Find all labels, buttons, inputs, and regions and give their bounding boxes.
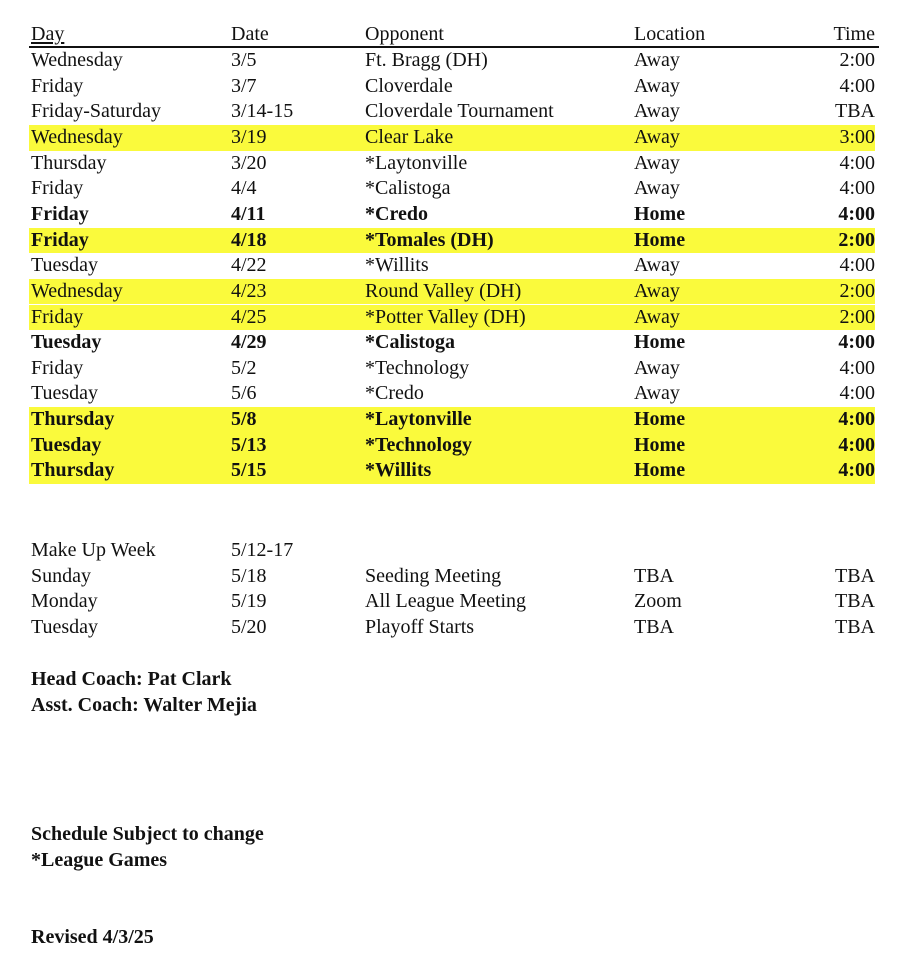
game-row	[29, 381, 875, 407]
event-row-day: Monday	[31, 590, 98, 613]
event-row-day: Tuesday	[31, 616, 99, 639]
header-time: Time	[833, 23, 875, 45]
game-row-location: Away	[634, 100, 680, 123]
game-row-date: 4/29	[231, 331, 267, 354]
game-row-date: 5/8	[231, 408, 257, 431]
game-row-location: Away	[634, 279, 680, 302]
game-row-time: 4:00	[839, 74, 875, 97]
game-row-opponent: *Laytonville	[365, 408, 472, 431]
revised-date: Revised 4/3/25	[31, 926, 154, 948]
game-row-time: TBA	[835, 100, 875, 123]
game-row-location: Away	[634, 74, 680, 97]
game-row	[29, 356, 875, 382]
game-row-time: 4:00	[838, 202, 875, 225]
event-row-opponent: All League Meeting	[365, 590, 527, 613]
game-row-date: 5/15	[231, 459, 267, 482]
game-row-time: 2:00	[839, 49, 875, 71]
event-row-location: TBA	[634, 616, 674, 639]
game-row-date: 4/23	[231, 279, 267, 302]
game-row-opponent: *Technology	[365, 356, 470, 379]
game-row-location: Home	[634, 228, 686, 251]
game-row-date: 3/14-15	[231, 100, 294, 123]
game-row-location: Away	[634, 151, 680, 174]
event-row-day: Make Up Week	[31, 539, 156, 561]
game-row-opponent: *Tomales (DH)	[365, 228, 494, 251]
game-row-day: Friday	[31, 356, 84, 379]
game-row-day: Friday	[31, 305, 84, 328]
event-row-time: TBA	[835, 616, 875, 639]
game-row-time: 4:00	[838, 459, 875, 482]
league-games-note: *League Games	[31, 849, 168, 871]
game-row	[29, 253, 875, 279]
game-row-opponent: *Calistoga	[365, 177, 451, 200]
game-row	[29, 279, 875, 305]
header-location: Location	[634, 23, 706, 45]
game-row-location: Away	[634, 254, 680, 277]
game-row-location: Away	[634, 49, 680, 71]
event-row	[29, 615, 875, 641]
game-row-opponent: *Willits	[365, 459, 432, 482]
game-row-day: Tuesday	[31, 382, 99, 405]
game-row	[29, 305, 875, 331]
event-row-date: 5/20	[231, 616, 267, 639]
game-row-date: 4/11	[231, 202, 266, 225]
game-row-day: Thursday	[31, 408, 115, 431]
game-row-time: 4:00	[839, 254, 875, 277]
game-row	[29, 407, 875, 433]
game-row-date: 4/18	[231, 228, 267, 251]
game-row-location: Away	[634, 305, 680, 328]
game-row-opponent: *Credo	[365, 382, 424, 405]
game-row-date: 5/13	[231, 433, 267, 456]
game-row-opponent: Cloverdale	[365, 74, 453, 97]
game-row	[29, 99, 875, 125]
game-row-location: Home	[634, 433, 686, 456]
game-row-location: Home	[634, 331, 686, 354]
game-row-time: 4:00	[839, 356, 875, 379]
game-row-opponent: Cloverdale Tournament	[365, 100, 554, 123]
game-row-time: 4:00	[838, 408, 875, 431]
game-row	[29, 228, 875, 254]
assistant-coach: Asst. Coach: Walter Mejia	[31, 694, 257, 716]
game-row-opponent: *Calistoga	[365, 331, 455, 354]
game-row-date: 4/22	[231, 254, 267, 277]
game-row-location: Home	[634, 459, 686, 482]
game-row-opponent: *Willits	[365, 254, 429, 277]
header-day: Day	[31, 23, 65, 45]
head-coach: Head Coach: Pat Clark	[31, 668, 232, 690]
game-row	[29, 176, 875, 202]
header-date: Date	[231, 23, 269, 45]
game-row-opponent: *Technology	[365, 433, 473, 456]
game-row-time: 2:00	[839, 279, 875, 302]
table-header	[29, 22, 875, 48]
game-row-location: Home	[634, 408, 686, 431]
game-row-opponent: Ft. Bragg (DH)	[365, 49, 488, 71]
game-row-opponent: Clear Lake	[365, 125, 454, 148]
game-row-opponent: *Credo	[365, 202, 428, 225]
game-row	[29, 125, 875, 151]
game-row-time: 4:00	[839, 177, 875, 200]
game-row-day: Thursday	[31, 459, 115, 482]
game-row-day: Wednesday	[31, 49, 123, 71]
event-row-time: TBA	[835, 564, 875, 587]
game-row-time: 2:00	[838, 228, 875, 251]
event-row-time: TBA	[835, 590, 875, 613]
game-row-location: Away	[634, 382, 680, 405]
game-row-date: 3/5	[231, 49, 257, 71]
event-row	[29, 564, 875, 590]
game-row-date: 3/19	[231, 125, 267, 148]
event-row-opponent: Playoff Starts	[365, 616, 475, 639]
game-row-date: 5/2	[231, 356, 257, 379]
game-row-day: Thursday	[31, 151, 107, 174]
game-row-date: 3/20	[231, 151, 267, 174]
game-row-time: 2:00	[839, 305, 875, 328]
game-row-day: Tuesday	[31, 331, 102, 354]
game-row-time: 3:00	[839, 125, 875, 148]
schedule-change-note: Schedule Subject to change	[31, 823, 264, 845]
event-row-date: 5/19	[231, 590, 267, 613]
game-row-day: Friday	[31, 74, 84, 97]
game-row	[29, 151, 875, 177]
game-row-location: Away	[634, 177, 680, 200]
game-row	[29, 330, 875, 356]
game-row	[29, 202, 875, 228]
event-row	[29, 538, 875, 564]
game-row-location: Away	[634, 356, 680, 379]
event-row-day: Sunday	[31, 564, 91, 587]
game-row-day: Wednesday	[31, 125, 123, 148]
game-row-location: Home	[634, 202, 686, 225]
game-row	[29, 48, 875, 74]
game-row-date: 5/6	[231, 382, 257, 405]
event-row-location: TBA	[634, 564, 674, 587]
game-row-day: Friday	[31, 228, 89, 251]
event-row-date: 5/18	[231, 564, 267, 587]
event-row	[29, 589, 875, 615]
event-row-date: 5/12-17	[231, 539, 294, 561]
game-row	[29, 433, 875, 459]
game-row	[29, 458, 875, 484]
header-opponent: Opponent	[365, 23, 444, 45]
game-row-time: 4:00	[839, 382, 875, 405]
game-row-date: 4/25	[231, 305, 267, 328]
game-row-time: 4:00	[838, 433, 875, 456]
game-row-day: Friday	[31, 177, 84, 200]
game-row-day: Friday	[31, 202, 89, 225]
game-row-day: Tuesday	[31, 254, 99, 277]
game-row-opponent: *Potter Valley (DH)	[365, 305, 526, 328]
game-row-date: 4/4	[231, 177, 257, 200]
game-row-date: 3/7	[231, 74, 257, 97]
game-row-time: 4:00	[838, 331, 875, 354]
event-row-location: Zoom	[634, 590, 682, 613]
event-row-opponent: Seeding Meeting	[365, 564, 502, 587]
game-row-location: Away	[634, 125, 680, 148]
game-row-time: 4:00	[839, 151, 875, 174]
game-row-day: Wednesday	[31, 279, 123, 302]
game-row-opponent: *Laytonville	[365, 151, 468, 174]
game-row-opponent: Round Valley (DH)	[365, 279, 522, 302]
game-row-day: Tuesday	[31, 433, 102, 456]
game-row-day: Friday-Saturday	[31, 100, 161, 123]
game-row	[29, 74, 875, 100]
